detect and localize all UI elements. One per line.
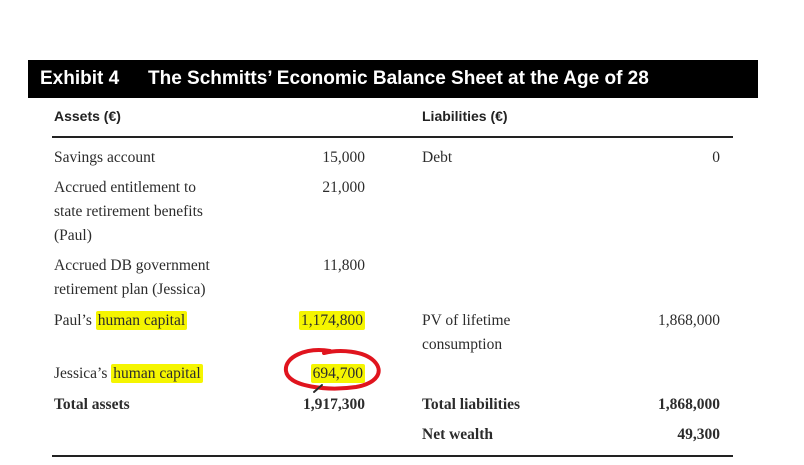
- exhibit-number: Exhibit 4: [40, 68, 120, 89]
- asset-label-paul-human-capital: Paul’s human capital: [54, 312, 186, 329]
- total-liabilities-label: Total liabilities: [422, 396, 521, 413]
- highlight-mark: 1,174,800: [301, 312, 363, 329]
- total-liabilities-value: 1,868,000: [658, 396, 720, 413]
- liability-label-pv-consumption: PV of lifetime consumption: [422, 312, 511, 353]
- highlight-mark: human capital: [97, 312, 186, 329]
- asset-value-savings: 15,000: [322, 149, 365, 166]
- highlight-mark: human capital: [113, 365, 201, 382]
- asset-label-savings: Savings account: [54, 149, 156, 166]
- highlight-mark: 694,700: [312, 365, 363, 382]
- asset-label-state-retirement: Accrued entitlement to state retirement benefits (Paul): [54, 179, 203, 244]
- assets-header: Assets (€): [54, 108, 121, 124]
- liability-value-pv-consumption: 1,868,000: [658, 312, 720, 329]
- total-assets-value: 1,917,300: [303, 396, 365, 413]
- exhibit-title: The Schmitts’ Economic Balance Sheet at the Age of 28: [148, 68, 649, 89]
- exhibit-title-bar: [28, 60, 758, 98]
- asset-value-state-retirement: 21,000: [322, 179, 365, 196]
- asset-label-jessica-human-capital: Jessica’s human capital: [54, 365, 201, 382]
- red-circle-annotation: [278, 345, 388, 395]
- bottom-rule: [52, 455, 733, 457]
- asset-value-db-plan: 11,800: [322, 257, 365, 274]
- header-rule: [52, 136, 733, 138]
- liability-label-debt: Debt: [422, 149, 453, 166]
- liability-value-debt: 0: [712, 149, 720, 166]
- net-wealth-value: 49,300: [677, 426, 720, 443]
- asset-value-paul-human-capital: [245, 309, 365, 333]
- total-assets-label: Total assets: [54, 396, 130, 413]
- net-wealth-label: Net wealth: [422, 426, 494, 443]
- asset-label-db-plan: Accrued DB government retirement plan (Jessica): [54, 257, 210, 298]
- liabilities-header: Liabilities (€): [422, 108, 508, 124]
